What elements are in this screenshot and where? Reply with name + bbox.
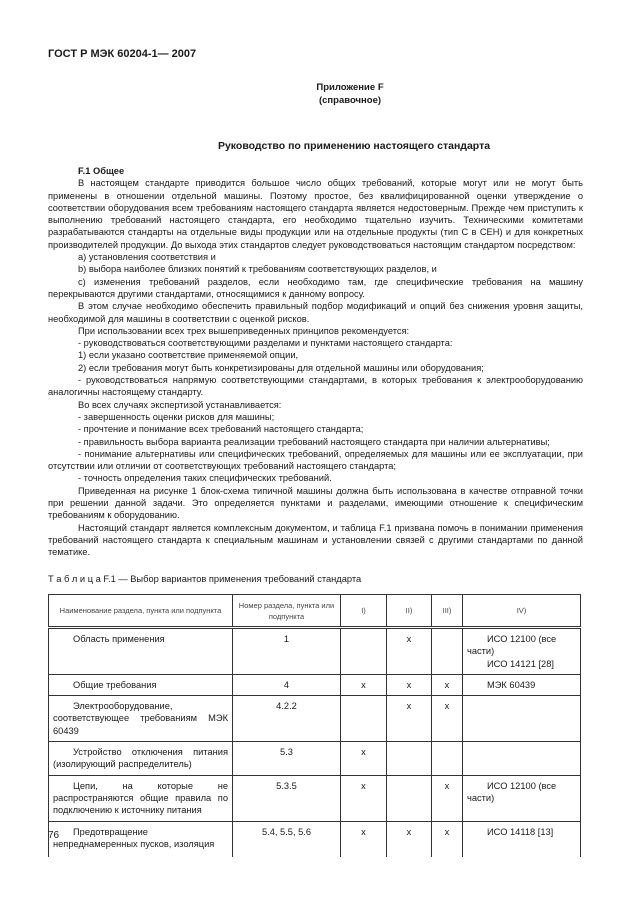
table-cell xyxy=(463,696,581,742)
table-cell xyxy=(341,674,387,695)
header-cell: IV) xyxy=(463,595,581,628)
table-cell xyxy=(233,775,341,821)
paragraph: Настоящий стандарт является комплексным документом, и таблица F.1 призвана помочь в понимании применения требований настоящего стандарта к специальным машинам и установлении связей с другими стандартами по данной тематике. xyxy=(48,522,583,558)
cell-text: Общие требования xyxy=(73,679,157,690)
table-row xyxy=(49,674,581,695)
table-cell xyxy=(432,628,463,675)
cell-text: Область применения xyxy=(73,634,165,644)
header-cell: Наименование раздела, пункта или подпункта xyxy=(49,595,233,628)
paragraph: При использовании всех трех вышеприведенных принципов рекомендуется: xyxy=(78,325,410,336)
paragraph: - правильность выбора варианта реализации требований настоящего стандарта при наличии альтернативы; xyxy=(78,436,550,447)
header-cell: I) xyxy=(341,595,387,628)
table-cell xyxy=(387,674,432,695)
paragraph: - завершенность оценки рисков для машины; xyxy=(78,411,275,422)
table-caption: Т а б л и ц а F.1 — Выбор вариантов применения требований стандарта xyxy=(48,574,362,584)
cell-text: x xyxy=(361,826,366,837)
cell-text: x xyxy=(406,679,412,690)
paragraph: 1) если указано соответствие применяемой опции, xyxy=(78,350,299,361)
header-cell: II) xyxy=(387,595,432,628)
section-heading: F.1 Общее xyxy=(78,166,125,176)
cell-text: x xyxy=(406,826,412,837)
header-cell: III) xyxy=(432,595,463,628)
cell-text: ИСО 12100 (все части) xyxy=(467,634,557,657)
table-cell xyxy=(463,628,581,675)
table-cell xyxy=(463,742,581,776)
table-row xyxy=(49,742,581,776)
table-cell xyxy=(341,742,387,776)
cell-text: x xyxy=(444,679,450,690)
table-cell xyxy=(387,696,432,742)
paragraph: c) изменения требований разделов, если необходимо там, где специфические требования на машину перекрываются другими стандартами, относящимися к данному вопросу. xyxy=(48,276,583,299)
cell-text: МЭК 60439 xyxy=(487,679,536,690)
table-row xyxy=(49,628,581,675)
paragraph: a) установления соответствия и xyxy=(78,252,216,263)
paragraph: Приведенная на рисунке 1 блок-схема типичной машины должна быть использована в качестве отправной точки при решении данной задачи. Это определяется пунктами и разделами, имеющими отношение к специфическим требованиям к оборудованию. xyxy=(48,485,583,521)
table-cell xyxy=(432,821,463,857)
appendix-type: (справочное) xyxy=(318,95,382,106)
table-cell xyxy=(233,674,341,695)
table-cell xyxy=(49,821,233,857)
table-cell xyxy=(463,775,581,821)
table-cell xyxy=(49,628,233,675)
paragraph: В этом случае необходимо обеспечить правильный подбор модификаций и опций без снижения уровня защиты, необходимой для машины в соответствии с оценкой рисков. xyxy=(48,301,583,324)
cell-text: 4.2.2 xyxy=(276,701,297,712)
cell-text: x xyxy=(444,826,450,837)
paragraph: b) выбора наиболее близких понятий к требованиям соответствующих разделов, и xyxy=(78,264,437,275)
paragraph: - руководствоваться соответствующими разделами и пунктами настоящего стандарта: xyxy=(78,338,453,349)
table-cell xyxy=(233,696,341,742)
page-title: Руководство по применению настоящего стандарта xyxy=(217,140,491,152)
paragraph: В настоящем стандарте приводится большое число общих требований, которые могут или не могут быть применены в отношении отдельной машины. Поэтому простое, без квалифицированной оценки утверждение о соответствии оборудования всем требованиям настоящего стандарта является недостоверным. Прежде чем приступить к выполнению требований настоящего стандарта, его необходимо тщательно изучить. Техническими комитетами разрабатываются стандарты на отдельные виды продукции или на отдельные продукты (тип С в СЕН) и для конкретных производителей продукции. До выхода этих стандартов следует руководствоваться настоящим стандартом посредством: xyxy=(48,178,583,250)
table-cell xyxy=(432,775,463,821)
body-text xyxy=(48,165,583,559)
cell-text: Устройство отключения питания (изолирующий распределитель) xyxy=(53,747,228,770)
cell-text: ИСО 14118 [13] xyxy=(487,826,554,837)
cell-text: 5.4, 5.5, 5.6 xyxy=(261,826,312,837)
table-header-row xyxy=(49,595,581,628)
table-cell xyxy=(387,742,432,776)
cell-text: x xyxy=(361,679,366,690)
table-cell xyxy=(49,674,233,695)
table-row xyxy=(49,696,581,742)
cell-text: 5.3.5 xyxy=(276,780,297,791)
table-cell xyxy=(233,742,341,776)
cell-text: x xyxy=(361,780,366,791)
table-cell xyxy=(387,628,432,675)
cell-text: x xyxy=(444,780,450,791)
cell-text: 1 xyxy=(283,634,290,644)
table-cell xyxy=(233,821,341,857)
table-cell xyxy=(387,821,432,857)
table-row xyxy=(49,775,581,821)
cell-text: x xyxy=(406,701,412,712)
table-cell xyxy=(341,821,387,857)
cell-text: 5.3 xyxy=(280,747,293,758)
page-number: 76 xyxy=(48,830,60,841)
table-cell xyxy=(341,696,387,742)
table-cell xyxy=(432,742,463,776)
cell-text: ИСО 14121 [28] xyxy=(487,658,554,669)
table-cell xyxy=(49,742,233,776)
cell-text: x xyxy=(361,747,366,758)
table-cell xyxy=(49,696,233,742)
paragraph: Во всех случаях экспертизой устанавливается: xyxy=(78,399,282,410)
table-cell xyxy=(387,775,432,821)
table-cell xyxy=(49,775,233,821)
paragraph: 2) если требования могут быть конкретизированы для отдельной машины или оборудования; xyxy=(78,362,484,373)
table-cell xyxy=(233,628,341,675)
table-row xyxy=(49,821,581,857)
appendix-label xyxy=(0,81,628,107)
table-cell xyxy=(432,696,463,742)
cell-text: Предотвращение непреднамеренных пусков, изоляция xyxy=(53,826,215,849)
table-cell xyxy=(463,674,581,695)
cell-text: x xyxy=(444,701,450,712)
table-cell xyxy=(463,821,581,857)
cell-text: x xyxy=(406,634,412,644)
paragraph: - руководствоваться напрямую соответствующими стандартами, в которых требования к электрооборудованию аналогичны настоящему стандарту. xyxy=(48,375,583,398)
table-cell xyxy=(341,628,387,675)
document-header: ГОСТ Р МЭК 60204-1— 2007 xyxy=(48,48,197,60)
cell-text: 4 xyxy=(283,679,290,690)
cell-text: Цепи, на которые не распространяются общие правила по подключению к источнику питания xyxy=(53,780,228,816)
paragraph: - точность определения таких специфических требований. xyxy=(78,473,332,484)
table-cell xyxy=(432,674,463,695)
header-cell: Номер раздела, пункта или подпункта xyxy=(233,595,341,628)
paragraph: - прочтение и понимание всех требований настоящего стандарта; xyxy=(78,424,364,435)
table-cell xyxy=(341,775,387,821)
cell-text: ИСО 12100 (все части) xyxy=(467,780,557,803)
paragraph: - понимание альтернативы или специфических требований, определяемых для машины или ее эксплуатации, при отсутствии или отличии от соответствующих требований настоящего стандарта; xyxy=(48,448,583,472)
options-table xyxy=(48,594,581,857)
cell-text: Электрооборудование, соответствующее требованиям МЭК 60439 xyxy=(53,701,228,736)
appendix-title: Приложение F xyxy=(316,82,384,93)
